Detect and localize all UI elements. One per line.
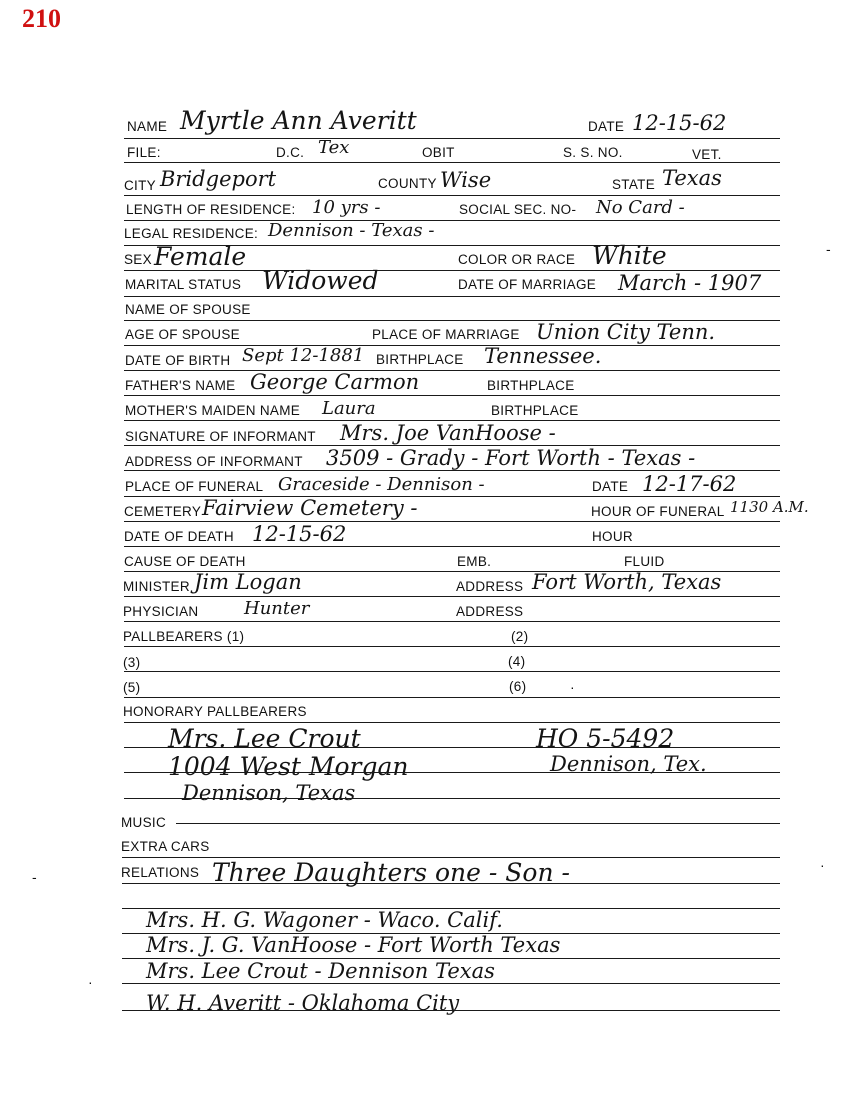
- rule-honorary-1: [124, 747, 780, 748]
- length-of-residence-value: 10 yrs -: [312, 197, 381, 218]
- legal-residence-label: LEGAL RESIDENCE:: [124, 226, 259, 241]
- stray-mark: -: [32, 869, 37, 885]
- extra-cars-label: EXTRA CARS: [121, 839, 210, 854]
- social-sec-no-value: No Card -: [596, 197, 685, 218]
- county-label: COUNTY: [378, 176, 437, 191]
- date-of-birth-label: DATE OF BIRTH: [125, 353, 231, 368]
- rule-honorary: [124, 722, 780, 723]
- relations-line-1: Mrs. H. G. Wagoner - Waco. Calif.: [146, 908, 503, 932]
- funeral-date-value: 12-17-62: [642, 472, 737, 496]
- mothers-maiden-name-label: MOTHER'S MAIDEN NAME: [125, 403, 301, 418]
- stray-mark: -: [826, 241, 831, 257]
- rule-pb-3: [124, 671, 780, 672]
- hour-label: HOUR: [592, 529, 633, 544]
- rule-honorary-2: [124, 772, 780, 773]
- city-label: CITY: [124, 178, 156, 193]
- rule-cemetery: [124, 521, 780, 522]
- marital-status-value: Widowed: [262, 266, 379, 295]
- place-of-funeral-label: PLACE OF FUNERAL: [125, 479, 264, 494]
- rule-pb-5: [124, 697, 780, 698]
- pen-dot: ·: [570, 679, 575, 695]
- physician-address-label: ADDRESS: [456, 604, 524, 619]
- fathers-name-value: George Carmon: [250, 370, 420, 394]
- dc-value: Tex: [318, 137, 350, 158]
- mother-birthplace-label: BIRTHPLACE: [491, 403, 579, 418]
- social-sec-no-label: SOCIAL SEC. NO-: [459, 202, 577, 217]
- physician-label: PHYSICIAN: [123, 604, 199, 619]
- marital-status-label: MARITAL STATUS: [125, 277, 242, 292]
- date-label: DATE: [588, 119, 625, 134]
- music-label: MUSIC: [121, 815, 166, 830]
- hour-of-funeral-label: HOUR OF FUNERAL: [591, 504, 725, 519]
- pallbearers-5-label: (5): [123, 680, 141, 695]
- cemetery-value: Fairview Cemetery -: [202, 496, 418, 520]
- relations-line-3: Mrs. Lee Crout - Dennison Texas: [146, 959, 495, 983]
- minister-label: MINISTER: [123, 579, 190, 594]
- minister-address-label: ADDRESS: [456, 579, 524, 594]
- page-number: 210: [22, 4, 61, 33]
- funeral-date-label: DATE: [592, 479, 629, 494]
- rule-dob: [124, 370, 780, 371]
- birthplace-label: BIRTHPLACE: [376, 352, 464, 367]
- rule-marital: [124, 296, 780, 297]
- color-or-race-value: White: [592, 241, 667, 270]
- relations-line-4: W. H. Averitt - Oklahoma City: [146, 991, 460, 1015]
- date-of-marriage-label: DATE OF MARRIAGE: [458, 277, 597, 292]
- pallbearers-6-label: (6): [509, 679, 527, 694]
- mothers-maiden-name-value: Laura: [322, 398, 376, 419]
- signature-of-informant-value: Mrs. Joe VanHoose -: [340, 421, 556, 445]
- place-of-marriage-value: Union City Tenn.: [536, 320, 716, 344]
- date-of-death-label: DATE OF DEATH: [124, 529, 234, 544]
- date-value: 12-15-62: [632, 111, 727, 135]
- place-of-marriage-label: PLACE OF MARRIAGE: [372, 327, 520, 342]
- name-of-spouse-label: NAME OF SPOUSE: [125, 302, 251, 317]
- honorary-pallbearers-label: HONORARY PALLBEARERS: [123, 704, 307, 719]
- rule-address-informant: [124, 470, 780, 471]
- honorary-phone: HO 5-5492: [536, 724, 675, 753]
- pallbearers-3-label: (3): [123, 655, 141, 670]
- fathers-name-label: FATHER'S NAME: [125, 378, 236, 393]
- rule-file: [124, 162, 780, 163]
- rule-death: [124, 546, 780, 547]
- address-of-informant-value: 3509 - Grady - Fort Worth - Texas -: [326, 446, 696, 470]
- dc-label: D.C.: [276, 145, 305, 160]
- stray-mark: ·: [88, 974, 93, 990]
- rule-rel-3: [122, 983, 780, 984]
- pallbearers-4-label: (4): [508, 654, 526, 669]
- birthplace-value: Tennessee.: [484, 344, 602, 368]
- rule-minister: [124, 596, 780, 597]
- minister-value: Jim Logan: [194, 570, 302, 594]
- state-label: STATE: [612, 177, 656, 192]
- age-of-spouse-label: AGE OF SPOUSE: [125, 327, 240, 342]
- file-label: FILE:: [127, 145, 161, 160]
- rule-age-spouse: [124, 345, 780, 346]
- relations-value: Three Daughters one - Son -: [212, 858, 570, 887]
- honorary-city: Dennison, Tex.: [550, 752, 707, 776]
- cause-of-death-label: CAUSE OF DEATH: [124, 554, 246, 569]
- physician-value: Hunter: [244, 598, 310, 619]
- fluid-label: FLUID: [624, 554, 665, 569]
- signature-of-informant-label: SIGNATURE OF INFORMANT: [125, 429, 316, 444]
- rule-city: [124, 195, 780, 196]
- state-value: Texas: [662, 166, 722, 190]
- rule-physician: [124, 621, 780, 622]
- ss-no-label: S. S. NO.: [563, 145, 623, 160]
- minister-address-value: Fort Worth, Texas: [532, 570, 722, 594]
- length-of-residence-label: LENGTH OF RESIDENCE:: [126, 202, 296, 217]
- rule-rel-4: [122, 1010, 780, 1011]
- place-of-funeral-value: Graceside - Dennison -: [278, 474, 485, 495]
- rule-music: [176, 823, 780, 824]
- county-value: Wise: [440, 168, 492, 192]
- city-value: Bridgeport: [160, 167, 277, 191]
- sex-value: Female: [154, 242, 247, 271]
- honorary-line-1: Mrs. Lee Crout: [168, 724, 361, 753]
- honorary-line-2: 1004 West Morgan: [168, 752, 409, 781]
- legal-residence-value: Dennison - Texas -: [268, 220, 435, 241]
- date-of-death-value: 12-15-62: [252, 522, 347, 546]
- date-of-marriage-value: March - 1907: [618, 271, 762, 295]
- stray-mark: ·: [820, 857, 825, 873]
- rule-length: [124, 220, 780, 221]
- relations-line-2: Mrs. J. G. VanHoose - Fort Worth Texas: [146, 933, 561, 957]
- sex-label: SEX: [124, 252, 152, 267]
- name-label: NAME: [127, 119, 168, 134]
- cemetery-label: CEMETERY: [124, 504, 202, 519]
- address-of-informant-label: ADDRESS OF INFORMANT: [125, 454, 303, 469]
- rule-name: [124, 138, 780, 139]
- obit-label: OBIT: [422, 145, 455, 160]
- date-of-birth-value: Sept 12-1881: [242, 345, 365, 366]
- relations-label: RELATIONS: [121, 865, 200, 880]
- color-or-race-label: COLOR OR RACE: [458, 252, 576, 267]
- vet-label: VET.: [692, 147, 722, 162]
- emb-label: EMB.: [457, 554, 492, 569]
- rule-father: [124, 395, 780, 396]
- father-birthplace-label: BIRTHPLACE: [487, 378, 575, 393]
- rule-pb-1: [124, 646, 780, 647]
- hour-of-funeral-value: 1130 A.M.: [730, 498, 809, 516]
- rule-honorary-3: [124, 798, 780, 799]
- name-value: Myrtle Ann Averitt: [180, 106, 417, 135]
- pallbearers-1-label: PALLBEARERS (1): [123, 629, 245, 644]
- honorary-line-3: Dennison, Texas: [182, 781, 356, 805]
- rule-relations: [122, 883, 780, 884]
- pallbearers-2-label: (2): [511, 629, 529, 644]
